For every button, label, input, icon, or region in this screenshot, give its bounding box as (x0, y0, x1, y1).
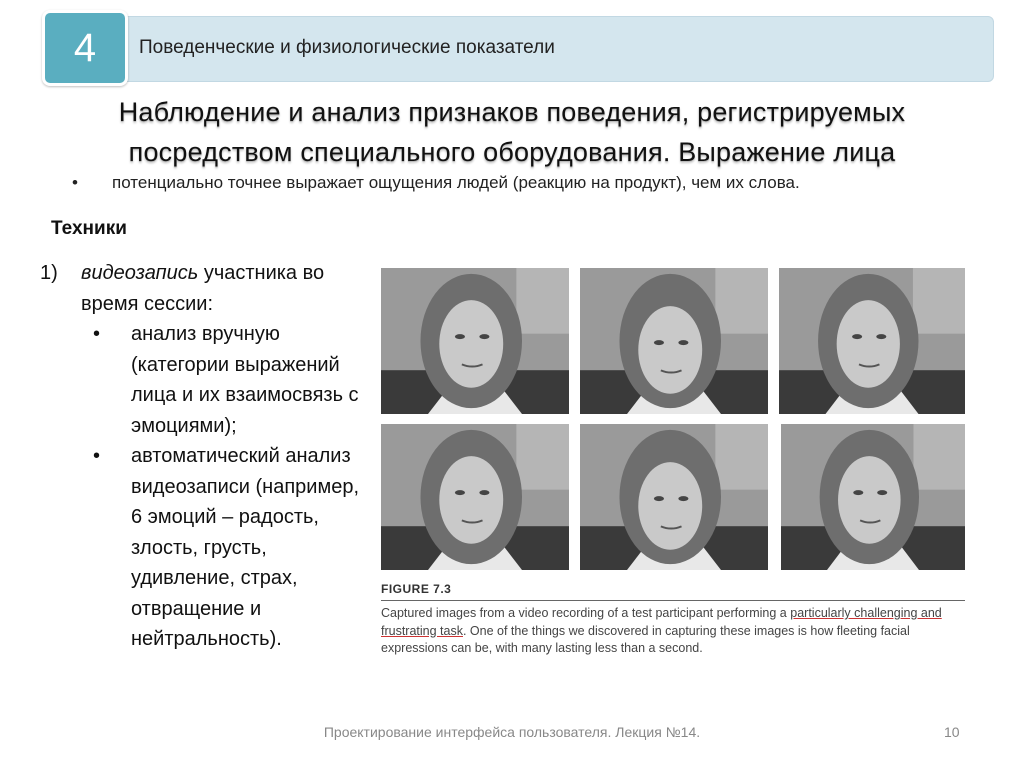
caption-underlined: particularly challenging and frustrating task (381, 606, 942, 638)
figure-caption (381, 605, 965, 658)
figure (381, 268, 965, 655)
sub-list (81, 319, 370, 655)
item-text: участника во время сессии: (81, 262, 325, 315)
figure-divider (381, 600, 965, 601)
caption-text: Captured images from a video recording of a test participant performing a (381, 606, 791, 620)
techniques-heading: Техники (51, 218, 127, 239)
list-item (81, 258, 370, 319)
face-photo (381, 424, 569, 570)
face-photo (779, 268, 965, 414)
face-photo (781, 424, 965, 570)
bullet-icon: • (93, 445, 101, 467)
caption-text: . One of the things we discovered in capturing these images is how fleeting facial expressions can be, with many lasting less than a second. (381, 623, 910, 655)
sub-list-item (81, 441, 370, 655)
sub-list-text: автоматический анализ видеозаписи (например, 6 эмоций – радость, злость, грусть, удивление, страх, отвращение и нейтральность). (131, 445, 360, 650)
techniques-list (40, 258, 370, 655)
sub-list-text: анализ вручную (категории выражений лица и их взаимосвязь с эмоциями); (131, 323, 359, 437)
face-photo (381, 268, 569, 414)
face-photo (580, 424, 768, 570)
bullet-icon: • (93, 323, 101, 345)
face-photo (580, 268, 768, 414)
item-number: 1) (40, 262, 58, 284)
item-italic: видеозапись (81, 262, 199, 284)
title-line-2: посредством специального оборудования. Выражение лица (128, 137, 896, 167)
header-bar (96, 16, 994, 82)
slide-title (30, 92, 994, 172)
figure-label: FIGURE 7.3 (381, 582, 452, 596)
sub-list-item (81, 319, 370, 441)
header-title: Поведенческие и физиологические показатели (139, 37, 555, 58)
sub-bullet-text: потенциально точнее выражает ощущения людей (реакцию на продукт), чем их слова. (112, 173, 800, 192)
page-number: 10 (944, 724, 960, 740)
section-number-badge: 4 (42, 10, 128, 86)
sub-bullet (72, 173, 800, 193)
title-line-1: Наблюдение и анализ признаков поведения, регистрируемых (118, 97, 906, 127)
footer-text: Проектирование интерфейса пользователя. Лекция №14. (323, 724, 701, 740)
photo-grid (381, 268, 965, 573)
bullet-icon: • (72, 173, 78, 192)
